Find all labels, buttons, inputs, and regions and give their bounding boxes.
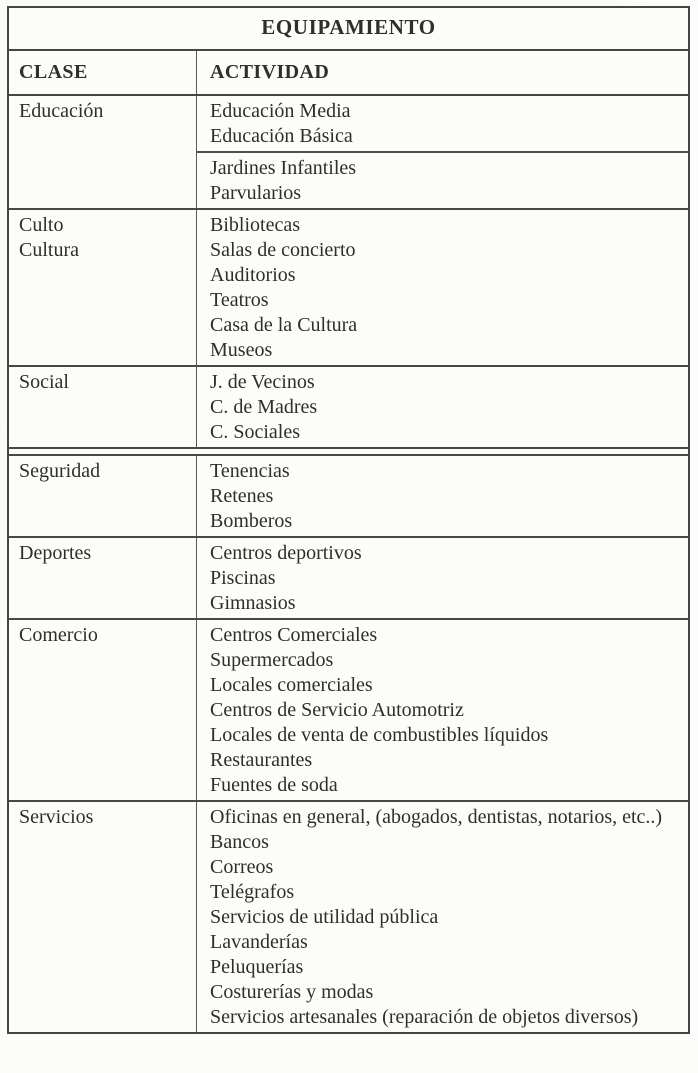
activity-item: Locales de venta de combustibles líquidos — [210, 724, 549, 746]
activity-item: Supermercados — [210, 649, 334, 671]
clase-cell — [9, 538, 197, 618]
clase-label: Seguridad — [19, 460, 101, 482]
table-row — [9, 96, 688, 210]
actividad-cell — [197, 456, 688, 536]
table-row — [9, 538, 688, 620]
actividad-cell — [197, 96, 688, 208]
activity-item: Salas de concierto — [210, 239, 356, 261]
activity-item: Servicios artesanales (reparación de objetos diversos) — [210, 1006, 639, 1028]
activity-item: Lavanderías — [210, 931, 308, 953]
activity-group — [197, 456, 688, 536]
clase-cell — [9, 210, 197, 365]
activity-item: C. de Madres — [210, 396, 318, 418]
activity-item: J. de Vecinos — [210, 371, 315, 393]
clase-label: Educación — [19, 100, 104, 122]
activity-item: Restaurantes — [210, 749, 313, 771]
actividad-cell — [197, 538, 688, 618]
activity-item: Educación Básica — [210, 125, 353, 147]
clase-label: Comercio — [19, 624, 98, 646]
table-row — [9, 802, 688, 1032]
activity-item: Fuentes de soda — [210, 774, 338, 796]
activity-item: Servicios de utilidad pública — [210, 906, 439, 928]
activity-item: Centros de Servicio Automotriz — [210, 699, 464, 721]
clase-cell — [9, 456, 197, 536]
activity-group — [197, 802, 688, 1032]
activity-item: Auditorios — [210, 264, 296, 286]
activity-item: Centros Comerciales — [210, 624, 378, 646]
clase-label: Deportes — [19, 542, 92, 564]
activity-item: Retenes — [210, 485, 274, 507]
clase-cell — [9, 620, 197, 800]
section-divider — [9, 449, 688, 456]
column-header-actividad: ACTIVIDAD — [210, 61, 330, 83]
activity-item: C. Sociales — [210, 421, 300, 443]
table-row — [9, 210, 688, 367]
activity-item: Bomberos — [210, 510, 293, 532]
activity-item: Tenencias — [210, 460, 290, 482]
actividad-cell — [197, 367, 688, 447]
table-row — [9, 367, 688, 449]
clase-label: Cultura — [19, 239, 79, 261]
table-title: EQUIPAMIENTO — [9, 8, 688, 51]
activity-item: Gimnasios — [210, 592, 296, 614]
actividad-cell — [197, 620, 688, 800]
table-header-row — [9, 51, 688, 96]
table-rows — [9, 96, 688, 1032]
activity-item: Bibliotecas — [210, 214, 300, 236]
activity-item: Oficinas en general, (abogados, dentistas, notarios, etc..) — [210, 806, 663, 828]
activity-group — [197, 620, 688, 800]
clase-cell — [9, 802, 197, 1032]
column-header-clase: CLASE — [9, 51, 197, 94]
actividad-cell — [197, 210, 688, 365]
clase-label: Social — [19, 371, 69, 393]
activity-group — [197, 210, 688, 365]
activity-group — [197, 151, 688, 208]
activity-item: Locales comerciales — [210, 674, 373, 696]
activity-group — [197, 367, 688, 447]
activity-group — [197, 538, 688, 618]
activity-item: Museos — [210, 339, 273, 361]
clase-cell — [9, 96, 197, 208]
activity-item: Jardines Infantiles — [210, 157, 357, 179]
table-row — [9, 456, 688, 538]
activity-item: Teatros — [210, 289, 269, 311]
activity-item: Telégrafos — [210, 881, 295, 903]
activity-item: Parvularios — [210, 182, 302, 204]
clase-cell — [9, 367, 197, 447]
activity-item: Bancos — [210, 831, 269, 853]
equipamiento-table — [7, 6, 690, 1034]
clase-label: Culto — [19, 214, 64, 236]
table-row — [9, 620, 688, 802]
activity-item: Centros deportivos — [210, 542, 362, 564]
actividad-cell — [197, 802, 688, 1032]
clase-label: Servicios — [19, 806, 94, 828]
activity-item: Piscinas — [210, 567, 276, 589]
activity-item: Peluquerías — [210, 956, 304, 978]
activity-item: Casa de la Cultura — [210, 314, 358, 336]
activity-item: Educación Media — [210, 100, 351, 122]
activity-item: Costurerías y modas — [210, 981, 374, 1003]
activity-item: Correos — [210, 856, 274, 878]
activity-group — [197, 96, 688, 151]
